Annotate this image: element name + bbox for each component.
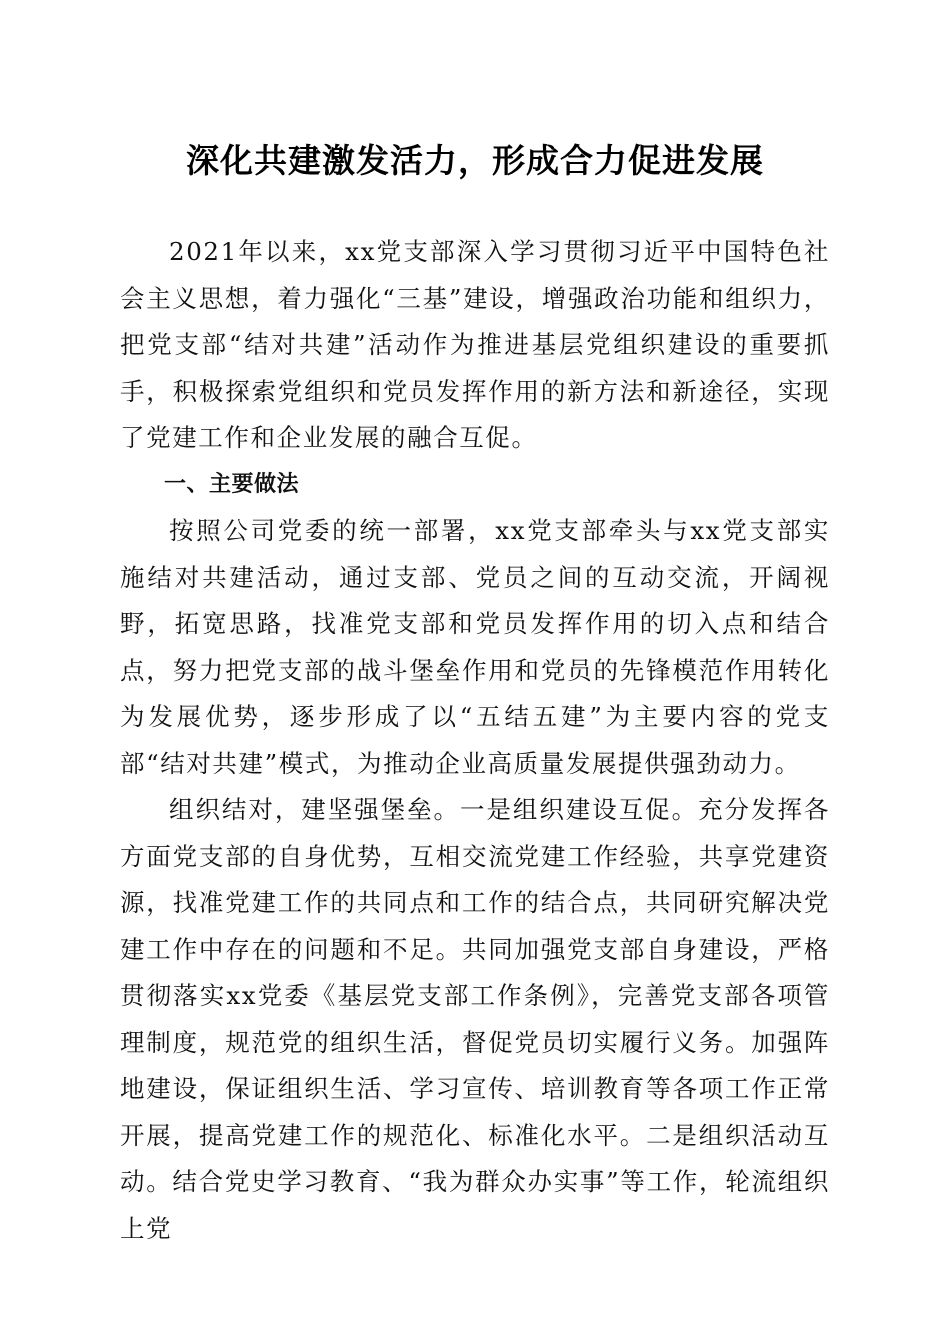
- document-body: [120, 229, 830, 1252]
- document-title: 深化共建激发活力，形成合力促进发展: [186, 141, 764, 180]
- practice-paragraph: 按照公司党委的统一部署，xx党支部牵头与xx党支部实施结对共建活动，通过支部、党员之间的互动交流，开阔视野，拓宽思路，找准党支部和党员发挥作用的切入点和结合点，努力把党支部的战斗堡垒作用和党员的先锋模范作用转化为发展优势，逐步形成了以“五结五建”为主要内容的党支部“结对共建”模式，为推动企业高质量发展提供强劲动力。: [120, 516, 830, 778]
- intro-paragraph: 2021年以来，xx党支部深入学习贯彻习近平中国特色社会主义思想，着力强化“三基”建设，增强政治功能和组织力，把党支部“结对共建”活动作为推进基层党组织建设的重要抓手，积极探索党组织和党员发挥作用的新方法和新途径，实现了党建工作和企业发展的融合互促。: [120, 237, 830, 452]
- section-heading: 一、主要做法: [164, 471, 300, 497]
- organization-paragraph: 组织结对，建坚强堡垒。一是组织建设互促。充分发挥各方面党支部的自身优势，互相交流党建工作经验，共享党建资源，找准党建工作的共同点和工作的结合点，共同研究解决党建工作中存在的问题和不足。共同加强党支部自身建设，严格贯彻落实xx党委《基层党支部工作条例》，完善党支部各项管理制度，规范党的组织生活，督促党员切实履行义务。加强阵地建设，保证组织生活、学习宣传、培训教育等各项工作正常开展，提高党建工作的规范化、标准化水平。二是组织活动互动。结合党史学习教育、“我为群众办实事”等工作，轮流组织上党: [120, 795, 830, 1243]
